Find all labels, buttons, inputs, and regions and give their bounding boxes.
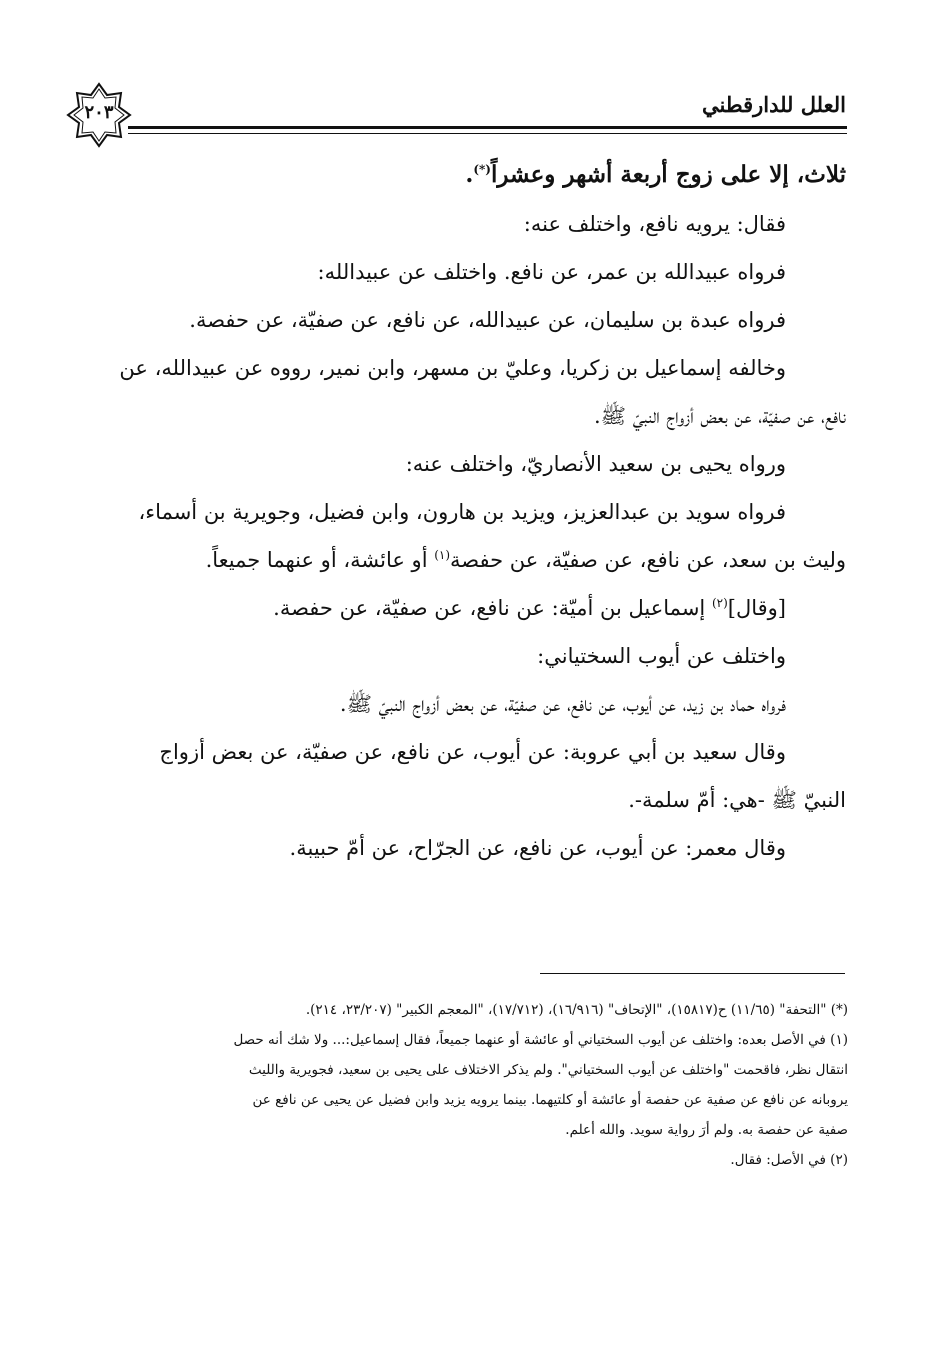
text-line: وقال سعيد بن أبي عروبة: عن أيوب، عن نافع، عن صفيّة، عن بعض أزواج bbox=[159, 740, 786, 764]
footnote-separator bbox=[540, 973, 845, 974]
text-line: وليث بن سعد، عن نافع، عن صفيّة، عن حفصة$^{(١)}$ أو عائشة، أو عنهما جميعاً. bbox=[205, 548, 846, 572]
footnotes bbox=[70, 995, 848, 1175]
text-line: ورواه يحيى بن سعيد الأنصاريّ، واختلف عنه: bbox=[405, 452, 786, 476]
text-line: فقال: يرويه نافع، واختلف عنه: bbox=[523, 212, 786, 236]
text-line: وخالفه إسماعيل بن زكريا، وعليّ بن مسهر، وابن نمير، رووه عن عبيدالله، عن bbox=[119, 356, 786, 380]
footnote-line: (٢) في الأصل: فقال. bbox=[730, 1152, 848, 1168]
text-line: فرواه عبيدالله بن عمر، عن نافع. واختلف عن عبيدالله: bbox=[317, 260, 786, 284]
text-line: النبيّ ﷺ -هي: أمّ سلمة-. bbox=[628, 788, 846, 812]
text-line: ثلاث، إلا على زوج أربعة أشهر وعشراً(*). bbox=[465, 161, 846, 188]
text-line: [وقال]$^{(٢)}$ إسماعيل بن أميّة: عن نافع، عن صفيّة، عن حفصة. bbox=[273, 596, 786, 620]
page-number-badge bbox=[66, 82, 132, 148]
header-rule-thin bbox=[128, 133, 847, 134]
text-line: واختلف عن أيوب السختياني: bbox=[537, 644, 786, 668]
footnote-2-marker: (٢) bbox=[711, 596, 728, 610]
footnote-line: يروبانه عن نافع عن صفية عن حفصة أو عائشة أو كلتيهما. بينما يرويه يزيد وابن فضيل عن يحيى عن نافع عن bbox=[252, 1092, 848, 1108]
footnote-line: انتقال نظر، فاقحمت "واختلف عن أيوب السختياني". ولم يذكر الاختلاف على يحيى بن سعيد، فجويرية والليث bbox=[248, 1062, 848, 1078]
main-text bbox=[70, 150, 846, 872]
running-title: العلل للدارقطني bbox=[702, 92, 846, 117]
footnote-1-marker: (١) bbox=[434, 548, 451, 562]
text-line: فرواه حماد بن زيد، عن أيوب، عن نافع، عن صفيّة، عن بعض أزواج النبيّ ﷺ. bbox=[339, 692, 786, 716]
footnote-line: صفية عن حفصة به. ولم أرَ رواية سويد. والله أعلم. bbox=[565, 1122, 848, 1138]
text-line: فرواه عبدة بن سليمان، عن عبيدالله، عن نافع، عن صفيّة، عن حفصة. bbox=[189, 308, 786, 332]
text-line: وقال معمر: عن أيوب، عن نافع، عن الجرّاح، عن أمّ حبيبة. bbox=[289, 836, 786, 860]
footnote-line: (١) في الأصل بعده: واختلف عن أيوب السختياني أو عائشة أو عنهما جميعاً، فقال إسماعيل:... ولا شك أنه حصل bbox=[233, 1032, 848, 1048]
footnote-line: (*) "التحفة" (١١/٦٥) ح(١٥٨١٧)، "الإتحاف" (١٦/٩١٦)، (١٧/٧١٢)، "المعجم الكبير" (٢٣/٢٠٧، ٢١٤). bbox=[305, 1002, 848, 1018]
header-rule bbox=[128, 126, 847, 129]
footnote-star-marker: (*) bbox=[473, 162, 491, 177]
text-line: نافع، عن صفيّة، عن بعض أزواج النبيّ ﷺ. bbox=[593, 404, 846, 428]
page-number: ٢٠٣ bbox=[84, 102, 114, 123]
text-line: فرواه سويد بن عبدالعزيز، ويزيد بن هارون، وابن فضيل، وجويرية بن أسماء، bbox=[138, 500, 786, 524]
